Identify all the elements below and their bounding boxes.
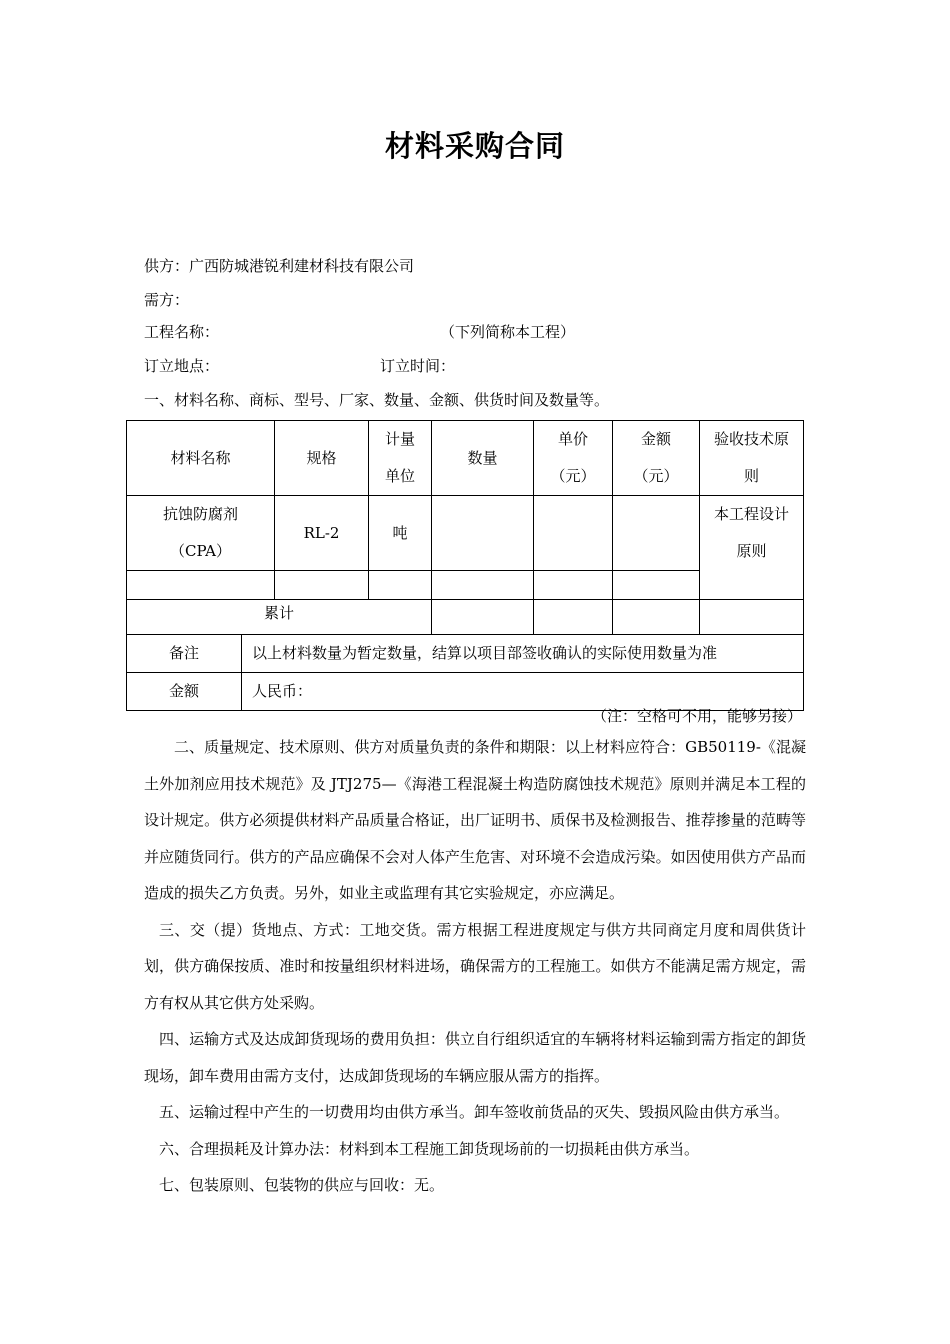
- header-acceptance: [700, 421, 804, 496]
- total-quantity: [432, 600, 534, 635]
- clause-4: 四、运输方式及达成卸货现场的费用负担：供立自行组织适宜的车辆将材料运输到需方指定的卸货现场，卸车费用由需方支付，达成卸货现场的车辆应服从需方的指挥。: [144, 1030, 806, 1085]
- row1-amount: [613, 496, 700, 571]
- row1-acceptance: [700, 496, 804, 600]
- header-price: [534, 421, 613, 496]
- row1-acceptance-line1: 本工程设计: [714, 505, 790, 523]
- total-label: 累计: [127, 600, 432, 635]
- remark-row: [127, 635, 804, 673]
- header-material-name: 材料名称: [127, 421, 275, 496]
- row1-spec: RL-2: [275, 496, 369, 571]
- row1-name-line2: （CPA）: [169, 542, 232, 560]
- clause-6: 六、合理损耗及计算办法：材料到本工程施工卸货现场前的一切损耗由供方承当。: [159, 1139, 700, 1158]
- header-amount: [613, 421, 700, 496]
- contract-body: [144, 729, 806, 1204]
- clause-3: 三、交（提）货地点、方式：工地交货。需方根据工程进度规定与供方共同商定月度和周供货计划，供方确保按质、准时和按量组织材料进场，确保需方的工程施工。如供方不能满足需方规定，需方有权从其它供方处采购。: [144, 920, 806, 1012]
- project-name-line: 工程名称：: [144, 323, 220, 341]
- row1-price: [534, 496, 613, 571]
- materials-table: [126, 420, 804, 711]
- clause-7: 七、包装原则、包装物的供应与回收：无。: [159, 1176, 445, 1194]
- table-note: （注：空格可不用，能够另接）: [591, 707, 802, 725]
- sign-time-line: 订立时间：: [380, 357, 456, 375]
- header-acceptance-line1: 验收技术原: [714, 430, 790, 448]
- header-unit: [369, 421, 432, 496]
- section-1-heading: 一、材料名称、商标、型号、厂家、数量、金额、供货时间及数量等。: [144, 391, 610, 409]
- header-acceptance-line2: 则: [744, 467, 760, 485]
- row2-amount: [613, 571, 700, 600]
- supplier-line: 供方：广西防城港锐利建材科技有限公司: [144, 257, 415, 275]
- clause-5: 五、运输过程中产生的一切费用均由供方承当。卸车签收前货品的灭失、毁损风险由供方承当。: [159, 1103, 790, 1121]
- header-price-line1: 单价: [558, 430, 589, 448]
- row2-price: [534, 571, 613, 600]
- clause-2: 二、质量规定、技术原则、供方对质量负责的条件和期限：以上材料应符合：GB50119-《混凝土外加剂应用技术规范》及 JTJ275—《海港工程混凝土构造防腐蚀技术规范》原则并满足本工程的设计规定。供方必须提供材料产品质量合格证，出厂证明书、质保书及检测报告、推荐掺量的范畴等并应随货同行。供方的产品应确保不会对人体产生危害、对环境不会造成污染。如因使用供方产品而造成的损失乙方负责。另外，如业主或监理有其它实验规定，亦应满足。: [144, 738, 806, 902]
- page-title: 材料采购合同: [384, 129, 565, 163]
- header-price-line2: （元）: [550, 467, 596, 485]
- row1-unit: 吨: [369, 496, 432, 571]
- total-row: [127, 600, 804, 635]
- header-quantity: 数量: [432, 421, 534, 496]
- header-unit-line1: 计量: [385, 430, 416, 448]
- row2-unit: [369, 571, 432, 600]
- row1-name-line1: 抗蚀防腐剂: [163, 505, 239, 523]
- row1-material-name: [127, 496, 275, 571]
- remark-text: 以上材料数量为暂定数量，结算以项目部签收确认的实际使用数量为准: [242, 635, 804, 673]
- money-label: 金额: [127, 673, 242, 711]
- table-header-row: [127, 421, 804, 496]
- project-alias: （下列简称本工程）: [440, 323, 576, 341]
- table-row: [127, 496, 804, 571]
- row2-spec: [275, 571, 369, 600]
- total-acceptance: [700, 600, 804, 635]
- header-unit-line2: 单位: [385, 467, 416, 485]
- total-amount: [613, 600, 700, 635]
- row2-material-name: [127, 571, 275, 600]
- money-text: 人民币：: [242, 673, 804, 711]
- buyer-line: 需方：: [144, 291, 190, 309]
- header-spec: 规格: [275, 421, 369, 496]
- header-amount-line2: （元）: [633, 467, 679, 485]
- sign-place-line: 订立地点：: [144, 357, 220, 375]
- row1-quantity: [432, 496, 534, 571]
- row2-quantity: [432, 571, 534, 600]
- row1-acceptance-line2: 原则: [736, 542, 767, 560]
- header-amount-line1: 金额: [641, 430, 672, 448]
- total-price: [534, 600, 613, 635]
- remark-label: 备注: [127, 635, 242, 673]
